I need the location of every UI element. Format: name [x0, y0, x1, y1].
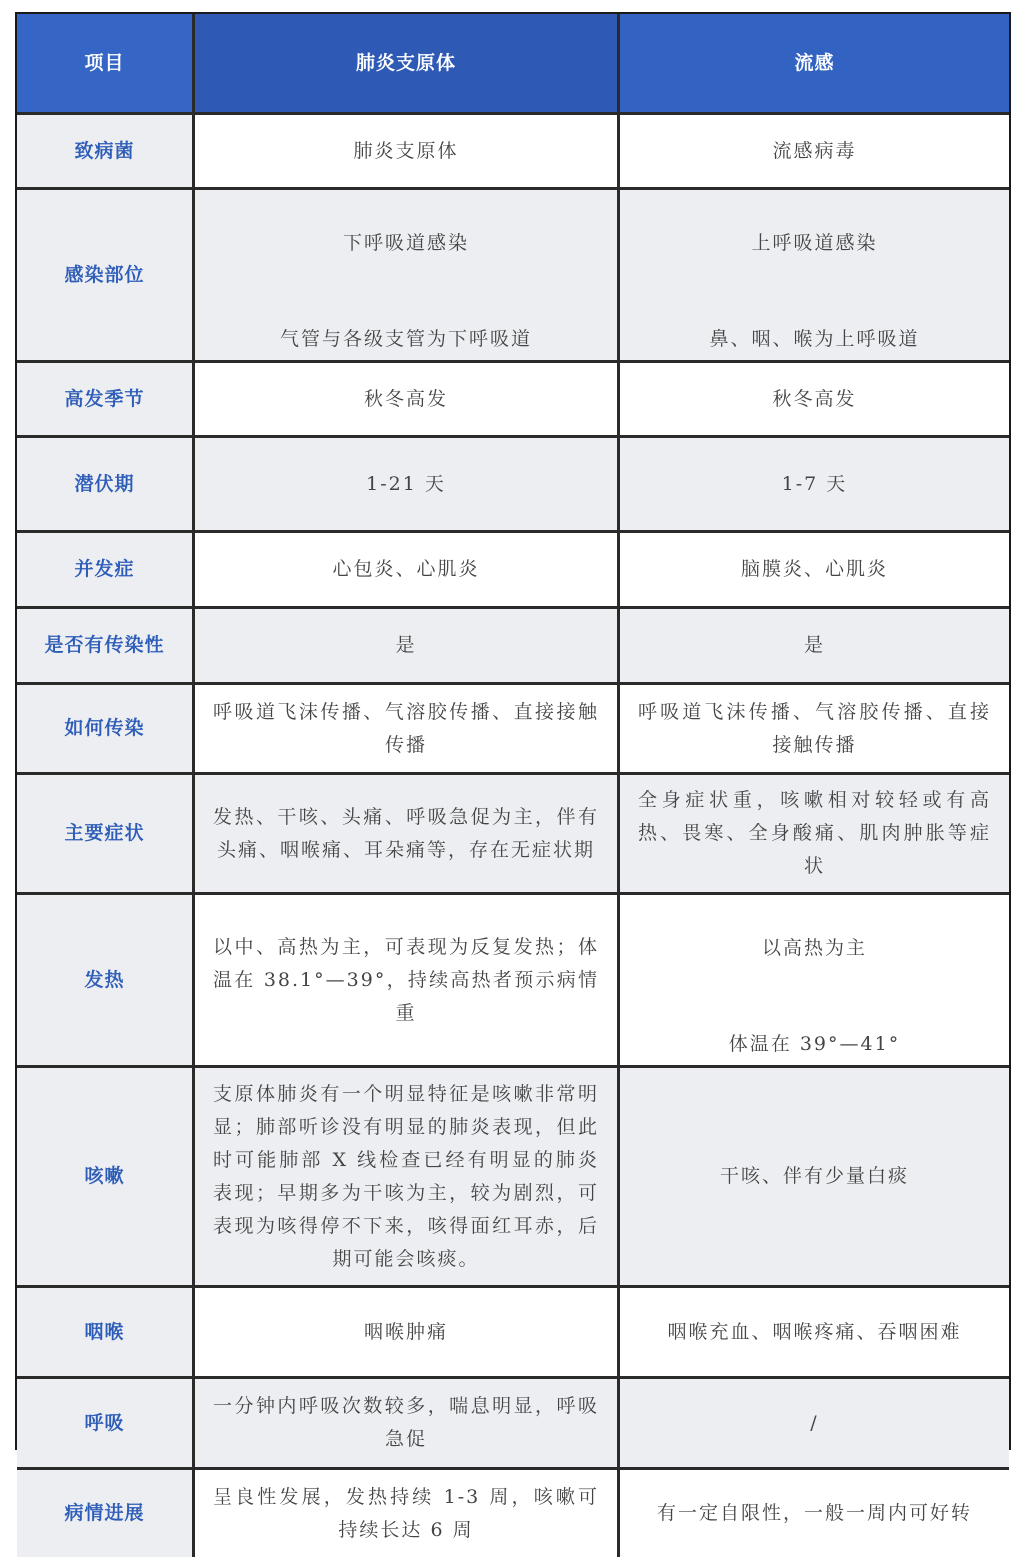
- table-row: [17, 1470, 1009, 1557]
- table-row: [17, 895, 1009, 1068]
- flu-cell: 呼吸道飞沫传播、气溶胶传播、直接接触传播: [620, 685, 1009, 775]
- table-row: [17, 1379, 1009, 1470]
- mycoplasma-cell: 呈良性发展，发热持续 1-3 周，咳嗽可持续长达 6 周: [195, 1470, 620, 1557]
- flu-cell: 干咳、伴有少量白痰: [620, 1068, 1009, 1288]
- header-flu: 流感: [620, 14, 1009, 115]
- mycoplasma-cell: 支原体肺炎有一个明显特征是咳嗽非常明显；肺部听诊没有明显的肺炎表现，但此时可能肺部 X 线检查已经有明显的肺炎表现；早期多为干咳为主，较为剧烈，可表现为咳得停不下来，咳得面红耳赤，后期可能会咳痰。: [195, 1068, 620, 1288]
- table-row: [17, 190, 1009, 363]
- flu-line-1: 上呼吸道感染: [751, 232, 878, 254]
- mycoplasma-cell: 一分钟内呼吸次数较多，喘息明显，呼吸急促: [195, 1379, 620, 1470]
- flu-cell: 全身症状重，咳嗽相对较轻或有高热、畏寒、全身酸痛、肌肉肿胀等症状: [620, 775, 1009, 895]
- table-row: [17, 363, 1009, 438]
- row-label: 是否有传染性: [17, 609, 195, 685]
- flu-cell: [620, 190, 1009, 363]
- flu-cell: /: [620, 1379, 1009, 1470]
- header-item: 项目: [17, 14, 195, 115]
- mycoplasma-cell: 呼吸道飞沫传播、气溶胶传播、直接接触传播: [195, 685, 620, 775]
- row-label: 并发症: [17, 533, 195, 609]
- flu-line-2: 鼻、咽、喉为上呼吸道: [709, 328, 920, 350]
- table-row: [17, 775, 1009, 895]
- table-row: [17, 1288, 1009, 1379]
- row-label: 发热: [17, 895, 195, 1068]
- flu-cell: 流感病毒: [620, 115, 1009, 190]
- row-label: 致病菌: [17, 115, 195, 190]
- row-label: 主要症状: [17, 775, 195, 895]
- flu-cell: [620, 895, 1009, 1068]
- row-label: 感染部位: [17, 190, 195, 363]
- flu-cell: 咽喉充血、咽喉疼痛、吞咽困难: [620, 1288, 1009, 1379]
- mycoplasma-cell: 是: [195, 609, 620, 685]
- header-mycoplasma: 肺炎支原体: [195, 14, 620, 115]
- flu-cell: 脑膜炎、心肌炎: [620, 533, 1009, 609]
- mycoplasma-cell: 秋冬高发: [195, 363, 620, 438]
- mycoplasma-line-1: 下呼吸道感染: [342, 232, 469, 254]
- table-row: [17, 438, 1009, 533]
- flu-line-2: 体温在 39°—41°: [728, 1033, 901, 1055]
- flu-cell: 秋冬高发: [620, 363, 1009, 438]
- flu-cell: 1-7 天: [620, 438, 1009, 533]
- row-label: 咳嗽: [17, 1068, 195, 1288]
- mycoplasma-line-2: 气管与各级支管为下呼吸道: [279, 328, 532, 350]
- row-label: 咽喉: [17, 1288, 195, 1379]
- comparison-table: [15, 12, 1011, 1541]
- row-label: 高发季节: [17, 363, 195, 438]
- row-label: 呼吸: [17, 1379, 195, 1470]
- mycoplasma-cell: 心包炎、心肌炎: [195, 533, 620, 609]
- mycoplasma-cell: 以中、高热为主，可表现为反复发热；体温在 38.1°—39°，持续高热者预示病情重: [195, 895, 620, 1068]
- row-label: 如何传染: [17, 685, 195, 775]
- header-row: [17, 14, 1009, 115]
- mycoplasma-cell: 咽喉肿痛: [195, 1288, 620, 1379]
- mycoplasma-cell: 肺炎支原体: [195, 115, 620, 190]
- mycoplasma-cell: 1-21 天: [195, 438, 620, 533]
- flu-cell: 有一定自限性，一般一周内可好转: [656, 1502, 972, 1524]
- table-row: [17, 1068, 1009, 1288]
- flu-line-1: 以高热为主: [761, 937, 867, 959]
- table-row: [17, 685, 1009, 775]
- table-row: [17, 533, 1009, 609]
- comparison-table-grid: [17, 14, 1009, 1557]
- mycoplasma-cell: 发热、干咳、头痛、呼吸急促为主，伴有头痛、咽喉痛、耳朵痛等，存在无症状期: [195, 775, 620, 895]
- table-row: [17, 115, 1009, 190]
- row-label: 潜伏期: [17, 438, 195, 533]
- mycoplasma-cell: [195, 190, 620, 363]
- table-row: [17, 609, 1009, 685]
- row-label: 病情进展: [17, 1470, 195, 1557]
- flu-cell: 是: [620, 609, 1009, 685]
